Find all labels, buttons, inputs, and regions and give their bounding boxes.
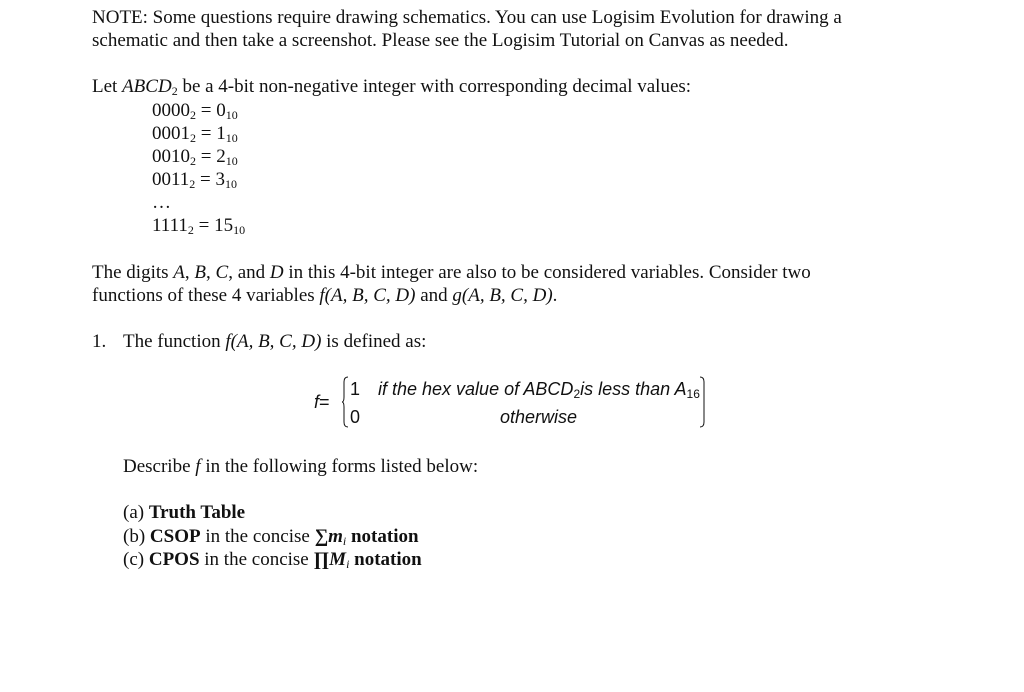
describe-line: Describe f in the following forms listed below:	[123, 456, 479, 477]
case-1-condition: if the hex value of $ABCD_2is$ less than $A_{16}$	[378, 379, 700, 401]
question-1-text: The function f(A, B, C, D) is defined as:	[123, 331, 427, 352]
case-1-value: 1	[350, 379, 361, 399]
value-row-2: $0010_2 = 2_{10}$	[152, 146, 238, 168]
part-a: (a) Truth Table	[123, 502, 246, 523]
case-2-condition: otherwise	[500, 407, 578, 427]
digits-line-2: functions of these 4 variables f(A, B, C, D) and g(A, B, C, D).	[92, 285, 558, 306]
left-brace-icon	[342, 376, 348, 428]
note-line-1: NOTE: Some questions require drawing schematics. You can use Logisim Evolution for drawing a	[92, 7, 842, 28]
abcd-variable: ABCD	[122, 76, 172, 97]
digits-line-1: The digits A, B, C, and D in this 4-bit integer are also to be considered variables. Consider two	[92, 262, 811, 283]
value-row-0: $0000_2 = 0_{10}$	[152, 100, 238, 122]
note-line-2: schematic and then take a screenshot. Please see the Logisim Tutorial on Canvas as needed.	[92, 30, 789, 51]
right-brace-icon	[700, 376, 708, 428]
ellipsis: …	[152, 192, 171, 213]
intro-line: Let $ABCD_2$ be a 4-bit non-negative integer with corresponding decimal values:	[92, 76, 692, 98]
part-c: (c) CPOS in the concise $\prod M_i$ notation	[123, 549, 422, 571]
part-b: (b) CSOP in the concise $\sum m_i$ notation	[123, 526, 419, 548]
value-row-3: $0011_2 = 3_{10}$	[152, 169, 238, 191]
question-1-number: 1.	[92, 331, 107, 352]
value-row-last: $1111_2 = 15_{10}$	[152, 215, 246, 237]
equation-lhs: f=	[314, 392, 330, 412]
case-2-value: 0	[350, 407, 361, 427]
value-row-1: $0001_2 = 1_{10}$	[152, 123, 238, 145]
